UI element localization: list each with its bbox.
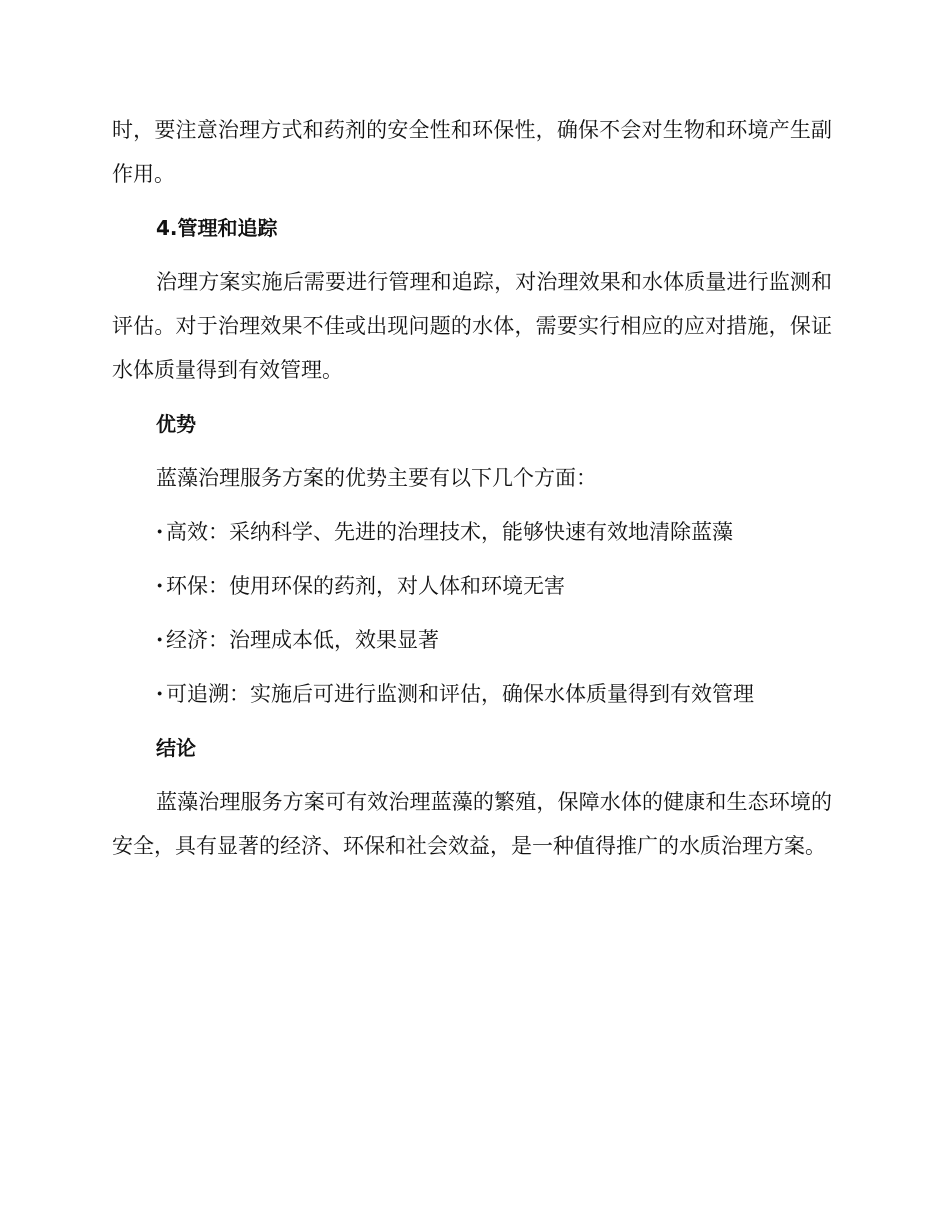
bullet-marker: · [156, 573, 164, 598]
advantages-intro: 蓝藻治理服务方案的优势主要有以下几个方面： [156, 466, 597, 490]
advantage-text: 高效：采纳科学、先进的治理技术，能够快速有效地清除蓝藻 [166, 520, 733, 544]
bullet-marker: · [156, 627, 164, 652]
management-paragraph: 治理方案实施后需要进行管理和追踪，对治理效果和水体质量进行监测和评估。对于治理效果不佳或出现问题的水体，需要实行相应的应对措施，保证水体质量得到有效管理。 [112, 270, 832, 382]
advantage-text: 环保：使用环保的药剂，对人体和环境无害 [166, 574, 565, 598]
advantage-text: 可追溯：实施后可进行监测和评估，确保水体质量得到有效管理 [166, 682, 754, 706]
section-heading-advantages: 优势 [156, 412, 196, 436]
advantage-item-traceable [156, 672, 832, 716]
conclusion-paragraph: 蓝藻治理服务方案可有效治理蓝藻的繁殖，保障水体的健康和生态环境的安全，具有显著的经济、环保和社会效益，是一种值得推广的水质治理方案。 [112, 790, 832, 858]
advantage-item-efficient [156, 510, 832, 554]
continuation-paragraph: 时，要注意治理方式和药剂的安全性和环保性，确保不会对生物和环境产生副作用。 [112, 118, 832, 186]
section-heading-management: 4.管理和追踪 [156, 216, 278, 240]
section-heading-conclusion: 结论 [156, 736, 196, 760]
bullet-marker: · [156, 519, 164, 544]
advantage-item-eco [156, 564, 832, 608]
document-body [112, 108, 832, 878]
advantage-text: 经济：治理成本低，效果显著 [166, 628, 439, 652]
bullet-marker: · [156, 681, 164, 706]
advantage-item-economic [156, 618, 832, 662]
